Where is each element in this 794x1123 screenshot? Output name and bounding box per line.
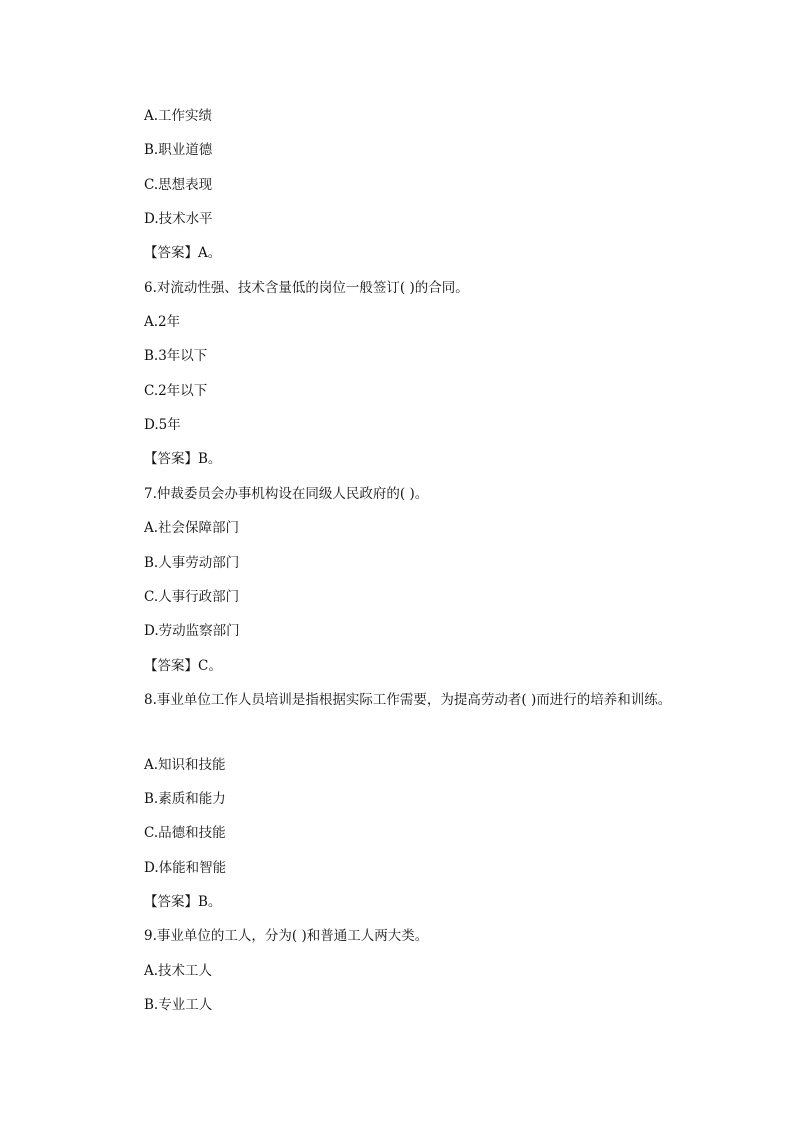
q7-option-d: D.劳动监察部门: [144, 623, 240, 639]
q7-option-c: C.人事行政部门: [144, 589, 240, 605]
q5-option-b: B.职业道德: [144, 142, 213, 158]
q7-question: 7.仲裁委员会办事机构设在同级人民政府的( )。: [144, 486, 429, 502]
q9-option-a: A.技术工人: [144, 963, 213, 979]
q9-option-b: B.专业工人: [144, 997, 213, 1013]
q6-option-d: D.5年: [144, 417, 181, 433]
q7-option-b: B.人事劳动部门: [144, 555, 240, 571]
q8-answer: 【答案】B。: [144, 894, 222, 910]
q8-option-b: B.素质和能力: [144, 791, 226, 807]
q7-answer: 【答案】C。: [144, 658, 222, 674]
q7-option-a: A.社会保障部门: [144, 520, 240, 536]
q6-option-c: C.2年以下: [144, 383, 208, 399]
q5-option-d: D.技术水平: [144, 211, 213, 227]
q6-option-a: A.2年: [144, 314, 181, 330]
q8-option-c: C.品德和技能: [144, 825, 226, 841]
q5-option-a: A.工作实绩: [144, 108, 213, 124]
q6-option-b: B.3年以下: [144, 348, 208, 364]
q5-option-c: C.思想表现: [144, 177, 213, 193]
q8-option-a: A.知识和技能: [144, 757, 226, 773]
q9-question: 9.事业单位的工人，分为( )和普通工人两大类。: [144, 928, 429, 944]
q6-question: 6.对流动性强、技术含量低的岗位一般签订( )的合同。: [144, 280, 469, 296]
q6-answer: 【答案】B。: [144, 451, 222, 467]
q5-answer: 【答案】A。: [144, 245, 222, 261]
q8-option-d: D.体能和智能: [144, 860, 227, 876]
q8-question: 8.事业单位工作人员培训是指根据实际工作需要，为提高劳动者( )而进行的培养和训练。: [144, 692, 672, 708]
